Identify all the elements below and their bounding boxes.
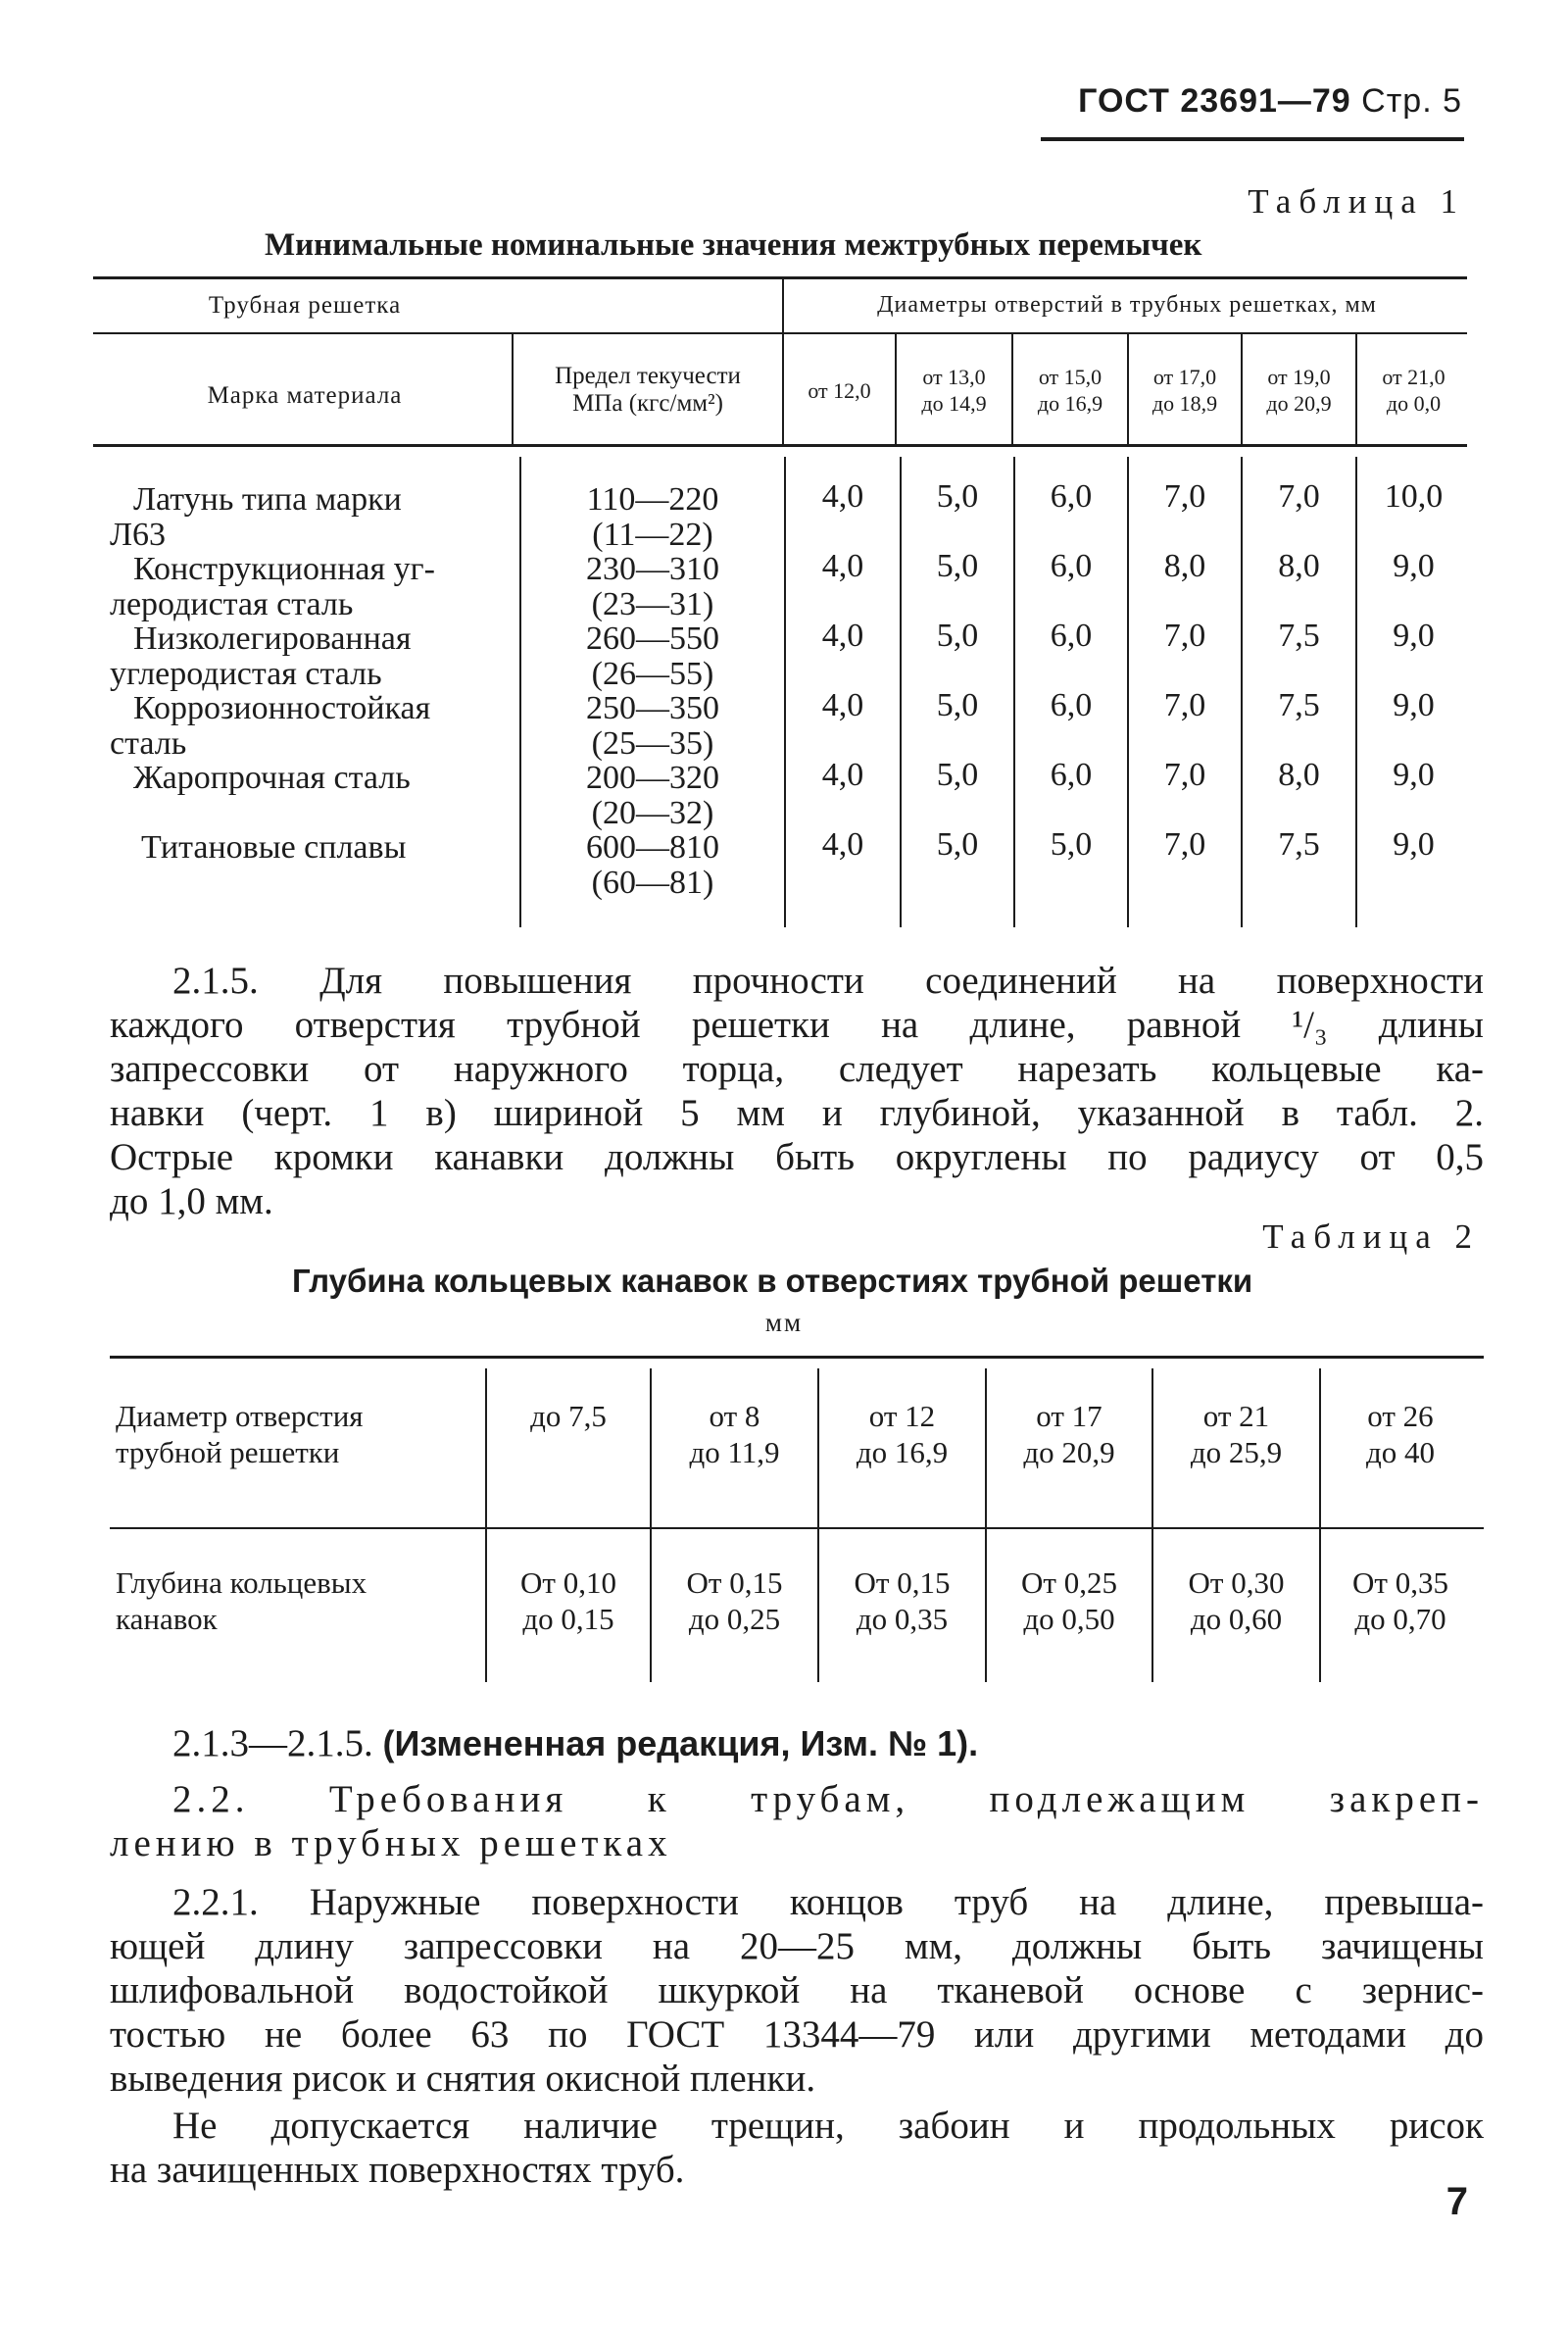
sec22-line2: лению в трубных решетках [110,1822,672,1864]
table1-label: Таблица 1 [1248,182,1465,221]
table-row [110,552,435,622]
table2-row1-c1-1: до 7,5 [530,1399,607,1433]
table1-r1-v1: 4,0 [821,478,864,515]
table1-r6-yield [521,830,784,901]
table-row [110,761,411,796]
table2-row1-c2-1: от 8 [709,1399,760,1433]
table1-r5-material-1: Жаропрочная сталь [133,760,411,796]
table1-col-d3 [1013,364,1127,417]
table1-r4-v2: 5,0 [936,687,979,723]
table2-row1-c2-2: до 11,9 [689,1435,780,1469]
table1-r3-v1: 4,0 [821,618,864,654]
table-row [110,691,430,762]
table-row [110,830,406,866]
table2-row2-c3-1: От 0,15 [854,1565,951,1600]
table1-col-d2 [897,364,1011,417]
table2-row2-c4-2: до 0,50 [1023,1602,1115,1636]
table1-r6-v4: 7,0 [1163,826,1206,863]
table1-r3-v5: 7,5 [1278,618,1320,654]
table1-r3-v2: 5,0 [936,618,979,654]
table-row [110,621,412,692]
table2-row1-head-1: Диаметр отверстия [116,1399,364,1433]
table2-row2-c5-1: От 0,30 [1188,1565,1285,1600]
table1-r3-yield [521,621,784,692]
table1-group-left: Трубная решетка [208,292,402,319]
para-215-line4: навки (черт. 1 в) шириной 5 мм и глубиной, указанной в табл. 2. [110,1092,1484,1134]
table1-r2-v5: 8,0 [1278,548,1320,584]
table1-header-rule [93,444,1467,447]
table1-col-yield-line1: Предел текучести [555,363,741,389]
table1-r3-yield-2: (26—55) [591,656,714,692]
table1-r4-yield-1: 250—350 [586,690,719,726]
table1-r2-v4: 8,0 [1163,548,1206,584]
header-rule [1041,137,1464,141]
table1-r3-material-2: углеродистая сталь [110,656,382,692]
table1-r5-v1: 4,0 [821,757,864,793]
table1-r2-v3: 6,0 [1050,548,1093,584]
table1-r1-yield [521,482,784,553]
table2-row2-c1 [487,1564,650,1637]
table1-col-d5-line1: от 19,0 [1267,365,1331,389]
table1-r4-v6: 9,0 [1393,687,1435,723]
table1-col-d6 [1357,364,1470,417]
table1-group-rule [93,332,1467,334]
table1-r1-yield-1: 110—220 [586,481,719,518]
para-last-line2: на зачищенных поверхностях труб. [110,2149,685,2191]
table2-top-rule [110,1356,1484,1359]
table1-r2-v6: 9,0 [1393,548,1435,584]
table1-r5-v3: 6,0 [1050,757,1093,793]
table1-r3-v3: 6,0 [1050,618,1093,654]
table2-row2-head [116,1564,367,1637]
header-doc-number: ГОСТ 23691—79 [1078,82,1351,120]
table1-r2-v1: 4,0 [821,548,864,584]
paragraph-no-cracks [110,2104,1484,2192]
paragraph-2-2-1 [110,1880,1484,2101]
table1-r5-v5: 8,0 [1278,757,1320,793]
table1-r6-yield-2: (60—81) [591,865,714,901]
table2-row2-c4-1: От 0,25 [1021,1565,1117,1600]
table2-row1-c6-1: от 26 [1367,1399,1434,1433]
table1-title: Минимальные номинальные значения межтрубных перемычек [265,227,1202,263]
section-2-2-heading [110,1777,1484,1865]
table2-row2-c4 [987,1564,1152,1637]
table1-col-d4-line1: от 17,0 [1152,365,1217,389]
table1-r1-material-1: Латунь типа марки [133,481,402,518]
table1-r2-yield [521,552,784,622]
table1-r6-yield-1: 600—810 [586,829,719,866]
table2-row2-c2-2: до 0,25 [688,1602,781,1636]
table2-row2-c6-2: до 0,70 [1354,1602,1446,1636]
table1-r4-v1: 4,0 [821,687,864,723]
table1-col-material: Марка материала [207,382,403,409]
table1-r4-yield [521,691,784,762]
table1-r6-v1: 4,0 [821,826,864,863]
table-row [110,482,402,553]
table2-row1-c6-2: до 40 [1365,1435,1436,1469]
table2-row2-c3 [819,1564,985,1637]
table1-r5-v2: 5,0 [936,757,979,793]
para-221-line2: ющей длину запрессовки на 20—25 мм, должны быть зачищены [110,1925,1484,1967]
para-221-line4: тостью не более 63 по ГОСТ 13344—79 или другими методами до [110,2013,1484,2056]
table2-label: Таблица 2 [1262,1217,1480,1256]
table1-r6-v2: 5,0 [936,826,979,863]
para-last-line1: Не допускается наличие трещин, забоин и продольных рисок [172,2105,1484,2147]
table1-r5-yield [521,761,784,831]
table2-row2-c5-2: до 0,60 [1190,1602,1283,1636]
table1-r5-v4: 7,0 [1163,757,1206,793]
table1-r2-material-1: Конструкционная уг- [133,551,435,587]
table1-r5-v6: 9,0 [1393,757,1435,793]
table1-col-d4-line2: до 18,9 [1152,391,1218,416]
table2-unit: мм [764,1308,804,1337]
table1-col-d6-line1: от 21,0 [1382,365,1446,389]
table1-col-d2-line2: до 14,9 [921,391,987,416]
table1-r4-v5: 7,5 [1278,687,1320,723]
amendment-note [172,1721,978,1765]
paragraph-2-1-5 [110,959,1484,1223]
page-header [1078,82,1462,121]
table2-row1-c1 [487,1398,650,1434]
table1-r1-v5: 7,0 [1278,478,1320,515]
table1-r1-material-2: Л63 [110,517,167,553]
table2-row1-c5 [1153,1398,1319,1470]
table2-row2-c1-2: до 0,15 [522,1602,614,1636]
table1-r4-v4: 7,0 [1163,687,1206,723]
table2-row1-c3 [819,1398,985,1470]
table1-r6-v6: 9,0 [1393,826,1435,863]
table1-r1-v3: 6,0 [1050,478,1093,515]
table1-top-rule [93,276,1467,279]
para-215-line1: 2.1.5. Для повышения прочности соединений на поверхности [172,960,1484,1002]
table2-row2-c1-1: От 0,10 [520,1565,616,1600]
table1-r2-v2: 5,0 [936,548,979,584]
table2-row1-c6 [1321,1398,1480,1470]
para-215-line3: запрессовки от наружного торца, следует нарезать кольцевые ка- [110,1048,1484,1090]
table1-r6-v3: 5,0 [1050,826,1093,863]
table1-r1-v4: 7,0 [1163,478,1206,515]
para-215-line5: Острые кромки канавки должны быть округлены по радиусу от 0,5 [110,1136,1484,1178]
table1-col-d4 [1129,364,1241,417]
table1-group-right: Диаметры отверстий в трубных решетках, мм [877,292,1377,318]
table2-title: Глубина кольцевых канавок в отверстиях трубной решетки [292,1263,1253,1299]
table2-row1-c5-2: до 25,9 [1190,1435,1283,1469]
table2-row1-c3-1: от 12 [868,1399,936,1433]
table2-row2-head-2: канавок [116,1602,218,1636]
table1-col-d3-line1: от 15,0 [1038,365,1102,389]
table1-col-yield [514,363,782,418]
table1-r6-v5: 7,5 [1278,826,1320,863]
para-221-line3: шлифовальной водостойкой шкуркой на тканевой основе с зернис- [110,1969,1484,2011]
table2-row1-head-2: трубной решетки [116,1435,340,1469]
table1-r2-yield-1: 230—310 [586,551,719,587]
table2-row2-c3-2: до 0,35 [856,1602,949,1636]
table1-r5-yield-2: (20—32) [591,795,714,831]
table1-col-d1-line1: от 12,0 [808,378,871,403]
header-page-label: Стр. 5 [1361,82,1462,120]
para-215-line2: каждого отверстия трубной решетки на длине, равной ¹/₃ длины [110,1004,1484,1046]
table1-col-d5 [1243,364,1355,417]
table2-row1-c4 [987,1398,1152,1470]
para-215-line6: до 1,0 мм. [110,1180,273,1222]
table2-row2-c6 [1321,1564,1480,1637]
table2-row1-c5-1: от 21 [1202,1399,1270,1433]
table1-col-d1 [784,364,895,404]
table1-col-yield-line2: МПа (кгс/мм²) [572,390,723,417]
table2-row2-c2-1: От 0,15 [686,1565,783,1600]
amendment-text: (Измененная редакция, Изм. № 1). [382,1723,979,1763]
table1-r3-v4: 7,0 [1163,618,1206,654]
table1-r3-material-1: Низколегированная [133,620,412,657]
table1-r4-material-1: Коррозионностойкая [133,690,431,726]
table2-row2-c5 [1153,1564,1319,1637]
table2-row1-c2 [652,1398,817,1470]
table1-r4-v3: 6,0 [1050,687,1093,723]
table2-row1-c4-2: до 20,9 [1023,1435,1115,1469]
table1-col-d2-line1: от 13,0 [922,365,986,389]
table1-r3-yield-1: 260—550 [586,620,719,657]
para-221-line1: 2.2.1. Наружные поверхности концов труб на длине, превыша- [172,1881,1484,1923]
table1-r1-v6: 10,0 [1384,478,1444,515]
table1-r3-v6: 9,0 [1393,618,1435,654]
table2-row2-c2 [652,1564,817,1637]
table1-r5-yield-1: 200—320 [586,760,719,796]
table1-col-d5-line2: до 20,9 [1266,391,1332,416]
sec22-line1: 2.2. Требования к трубам, подлежащим закреп- [172,1778,1484,1820]
table1-r1-v2: 5,0 [936,478,979,515]
table2-row2-c6-1: От 0,35 [1352,1565,1448,1600]
table2-row1-head [116,1398,364,1470]
table1-col-d3-line2: до 16,9 [1037,391,1103,416]
table1-r4-yield-2: (25—35) [591,725,714,762]
page-number: 7 [1446,2180,1468,2223]
table1-r2-yield-2: (23—31) [591,586,714,622]
table2-row1-c3-2: до 16,9 [856,1435,949,1469]
table1-r1-yield-2: (11—22) [592,517,713,553]
table1-r6-material-1: Титановые сплавы [141,829,407,866]
amendment-number: 2.1.3—2.1.5. [172,1722,373,1764]
table1-col-d6-line2: до 0,0 [1386,391,1442,416]
para-221-line5: выведения рисок и снятия окисной пленки. [110,2058,816,2100]
table2-row2-head-1: Глубина кольцевых [116,1565,368,1600]
table2-mid-rule [110,1527,1484,1529]
table2-row1-c4-1: от 17 [1036,1399,1102,1433]
table1-r4-material-2: сталь [110,725,187,762]
table1-r2-material-2: леродистая сталь [110,586,354,622]
